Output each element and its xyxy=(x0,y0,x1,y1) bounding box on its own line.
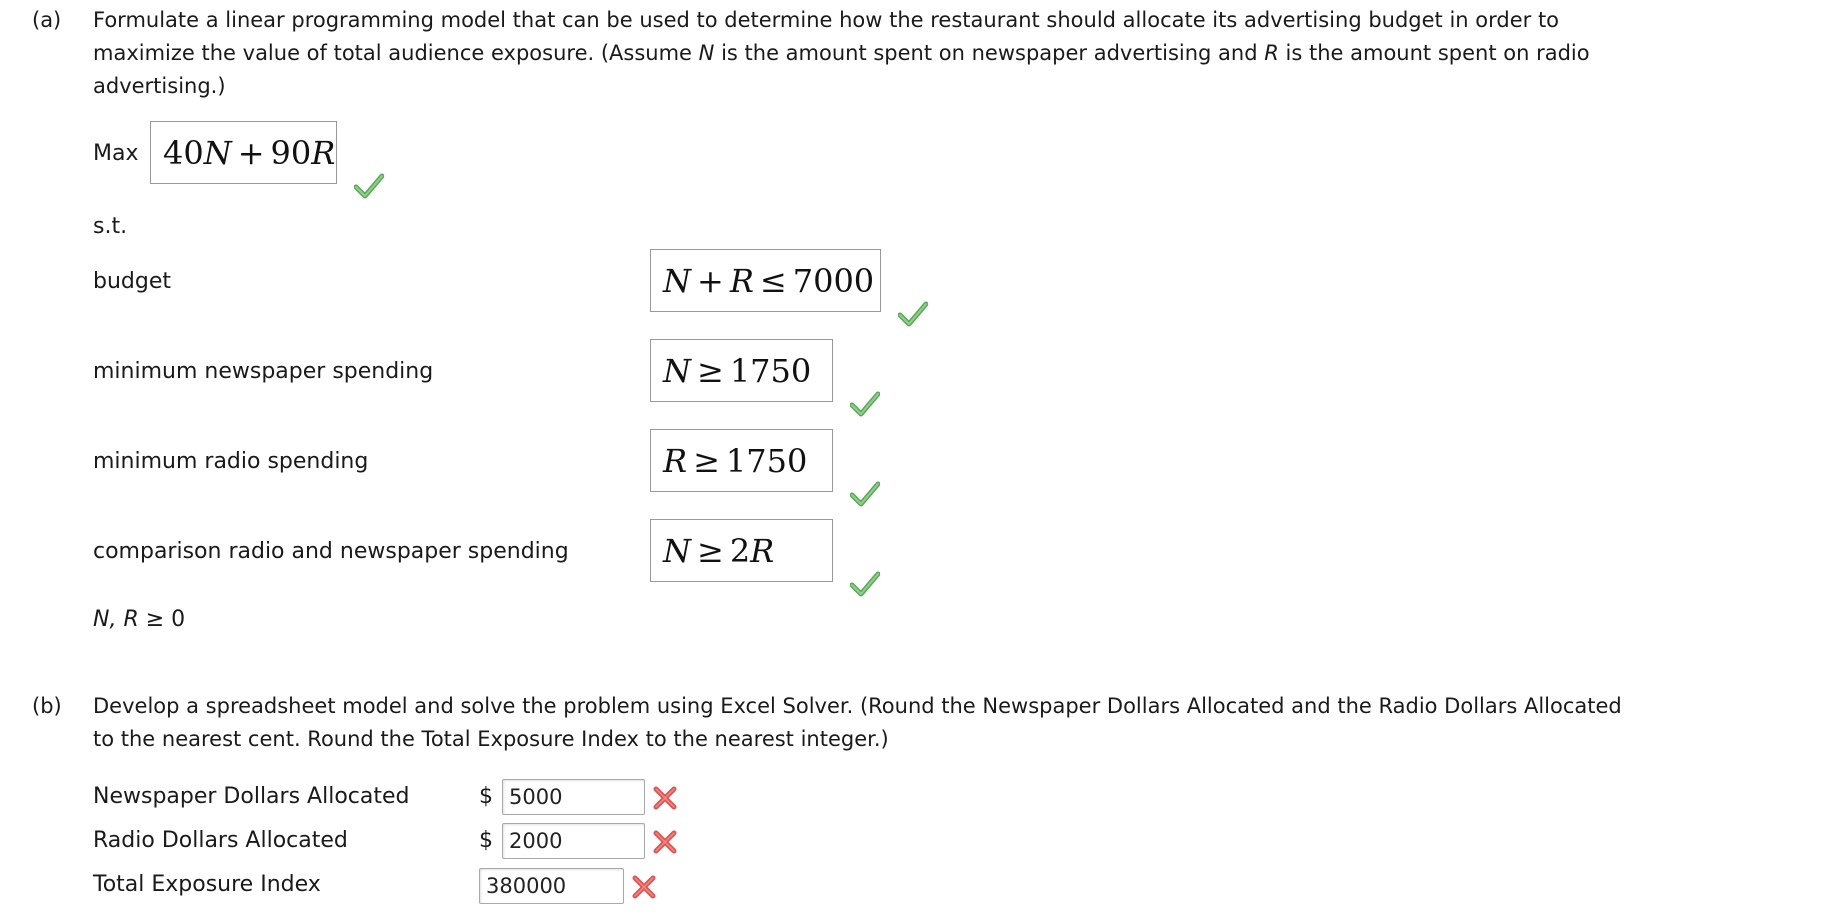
currency-symbol: $ xyxy=(479,784,493,809)
check-icon xyxy=(850,481,880,507)
objective-answer-box[interactable]: 40 N + 90 R xyxy=(150,121,337,184)
total-exposure-label: Total Exposure Index xyxy=(93,872,321,897)
part-a-question-line2: maximize the value of total audience exposure. (Assume N is the amount spent on newspaper advertising and R is the amount spent on radio xyxy=(93,41,1590,65)
constraint-answer-budget[interactable]: N + R ≤ 7000 xyxy=(650,249,881,312)
radio-dollars-label: Radio Dollars Allocated xyxy=(93,828,348,853)
st-label: s.t. xyxy=(93,214,128,239)
constraint-label-min-radio: minimum radio spending xyxy=(93,449,369,474)
max-label: Max xyxy=(93,141,139,166)
cross-icon xyxy=(631,874,657,900)
constraint-label-min-newspaper: minimum newspaper spending xyxy=(93,359,434,384)
check-icon xyxy=(898,301,928,327)
part-b-question-line1: Develop a spreadsheet model and solve the problem using Excel Solver. (Round the Newspaper Dollars Allocated and the Radio Dollars Allocated xyxy=(93,694,1622,718)
part-b-label: (b) xyxy=(32,694,62,718)
check-icon xyxy=(354,173,384,199)
newspaper-dollars-input[interactable] xyxy=(502,779,645,815)
check-icon xyxy=(850,571,880,597)
constraint-answer-min-radio[interactable]: R ≥ 1750 xyxy=(650,429,833,492)
nonnegativity-constraint: N, R ≥ 0 xyxy=(93,607,186,632)
part-a-label: (a) xyxy=(32,8,62,32)
part-b-question xyxy=(93,690,1818,756)
part-a-question-line1: Formulate a linear programming model that can be used to determine how the restaurant should allocate its advertising budget in order to xyxy=(93,8,1560,32)
cross-icon xyxy=(652,829,678,855)
currency-symbol: $ xyxy=(479,828,493,853)
newspaper-dollars-label: Newspaper Dollars Allocated xyxy=(93,784,410,809)
constraint-label-budget: budget xyxy=(93,269,171,294)
constraint-answer-min-newspaper[interactable]: N ≥ 1750 xyxy=(650,339,833,402)
check-icon xyxy=(850,391,880,417)
total-exposure-input[interactable] xyxy=(479,868,624,904)
part-b-question-line2: to the nearest cent. Round the Total Exposure Index to the nearest integer.) xyxy=(93,727,889,751)
constraint-label-comparison: comparison radio and newspaper spending xyxy=(93,539,569,564)
part-a-question-line3: advertising.) xyxy=(93,74,226,98)
constraint-answer-comparison[interactable]: N ≥ 2 R xyxy=(650,519,833,582)
part-a-question xyxy=(93,4,1818,103)
cross-icon xyxy=(652,785,678,811)
radio-dollars-input[interactable] xyxy=(502,823,645,859)
